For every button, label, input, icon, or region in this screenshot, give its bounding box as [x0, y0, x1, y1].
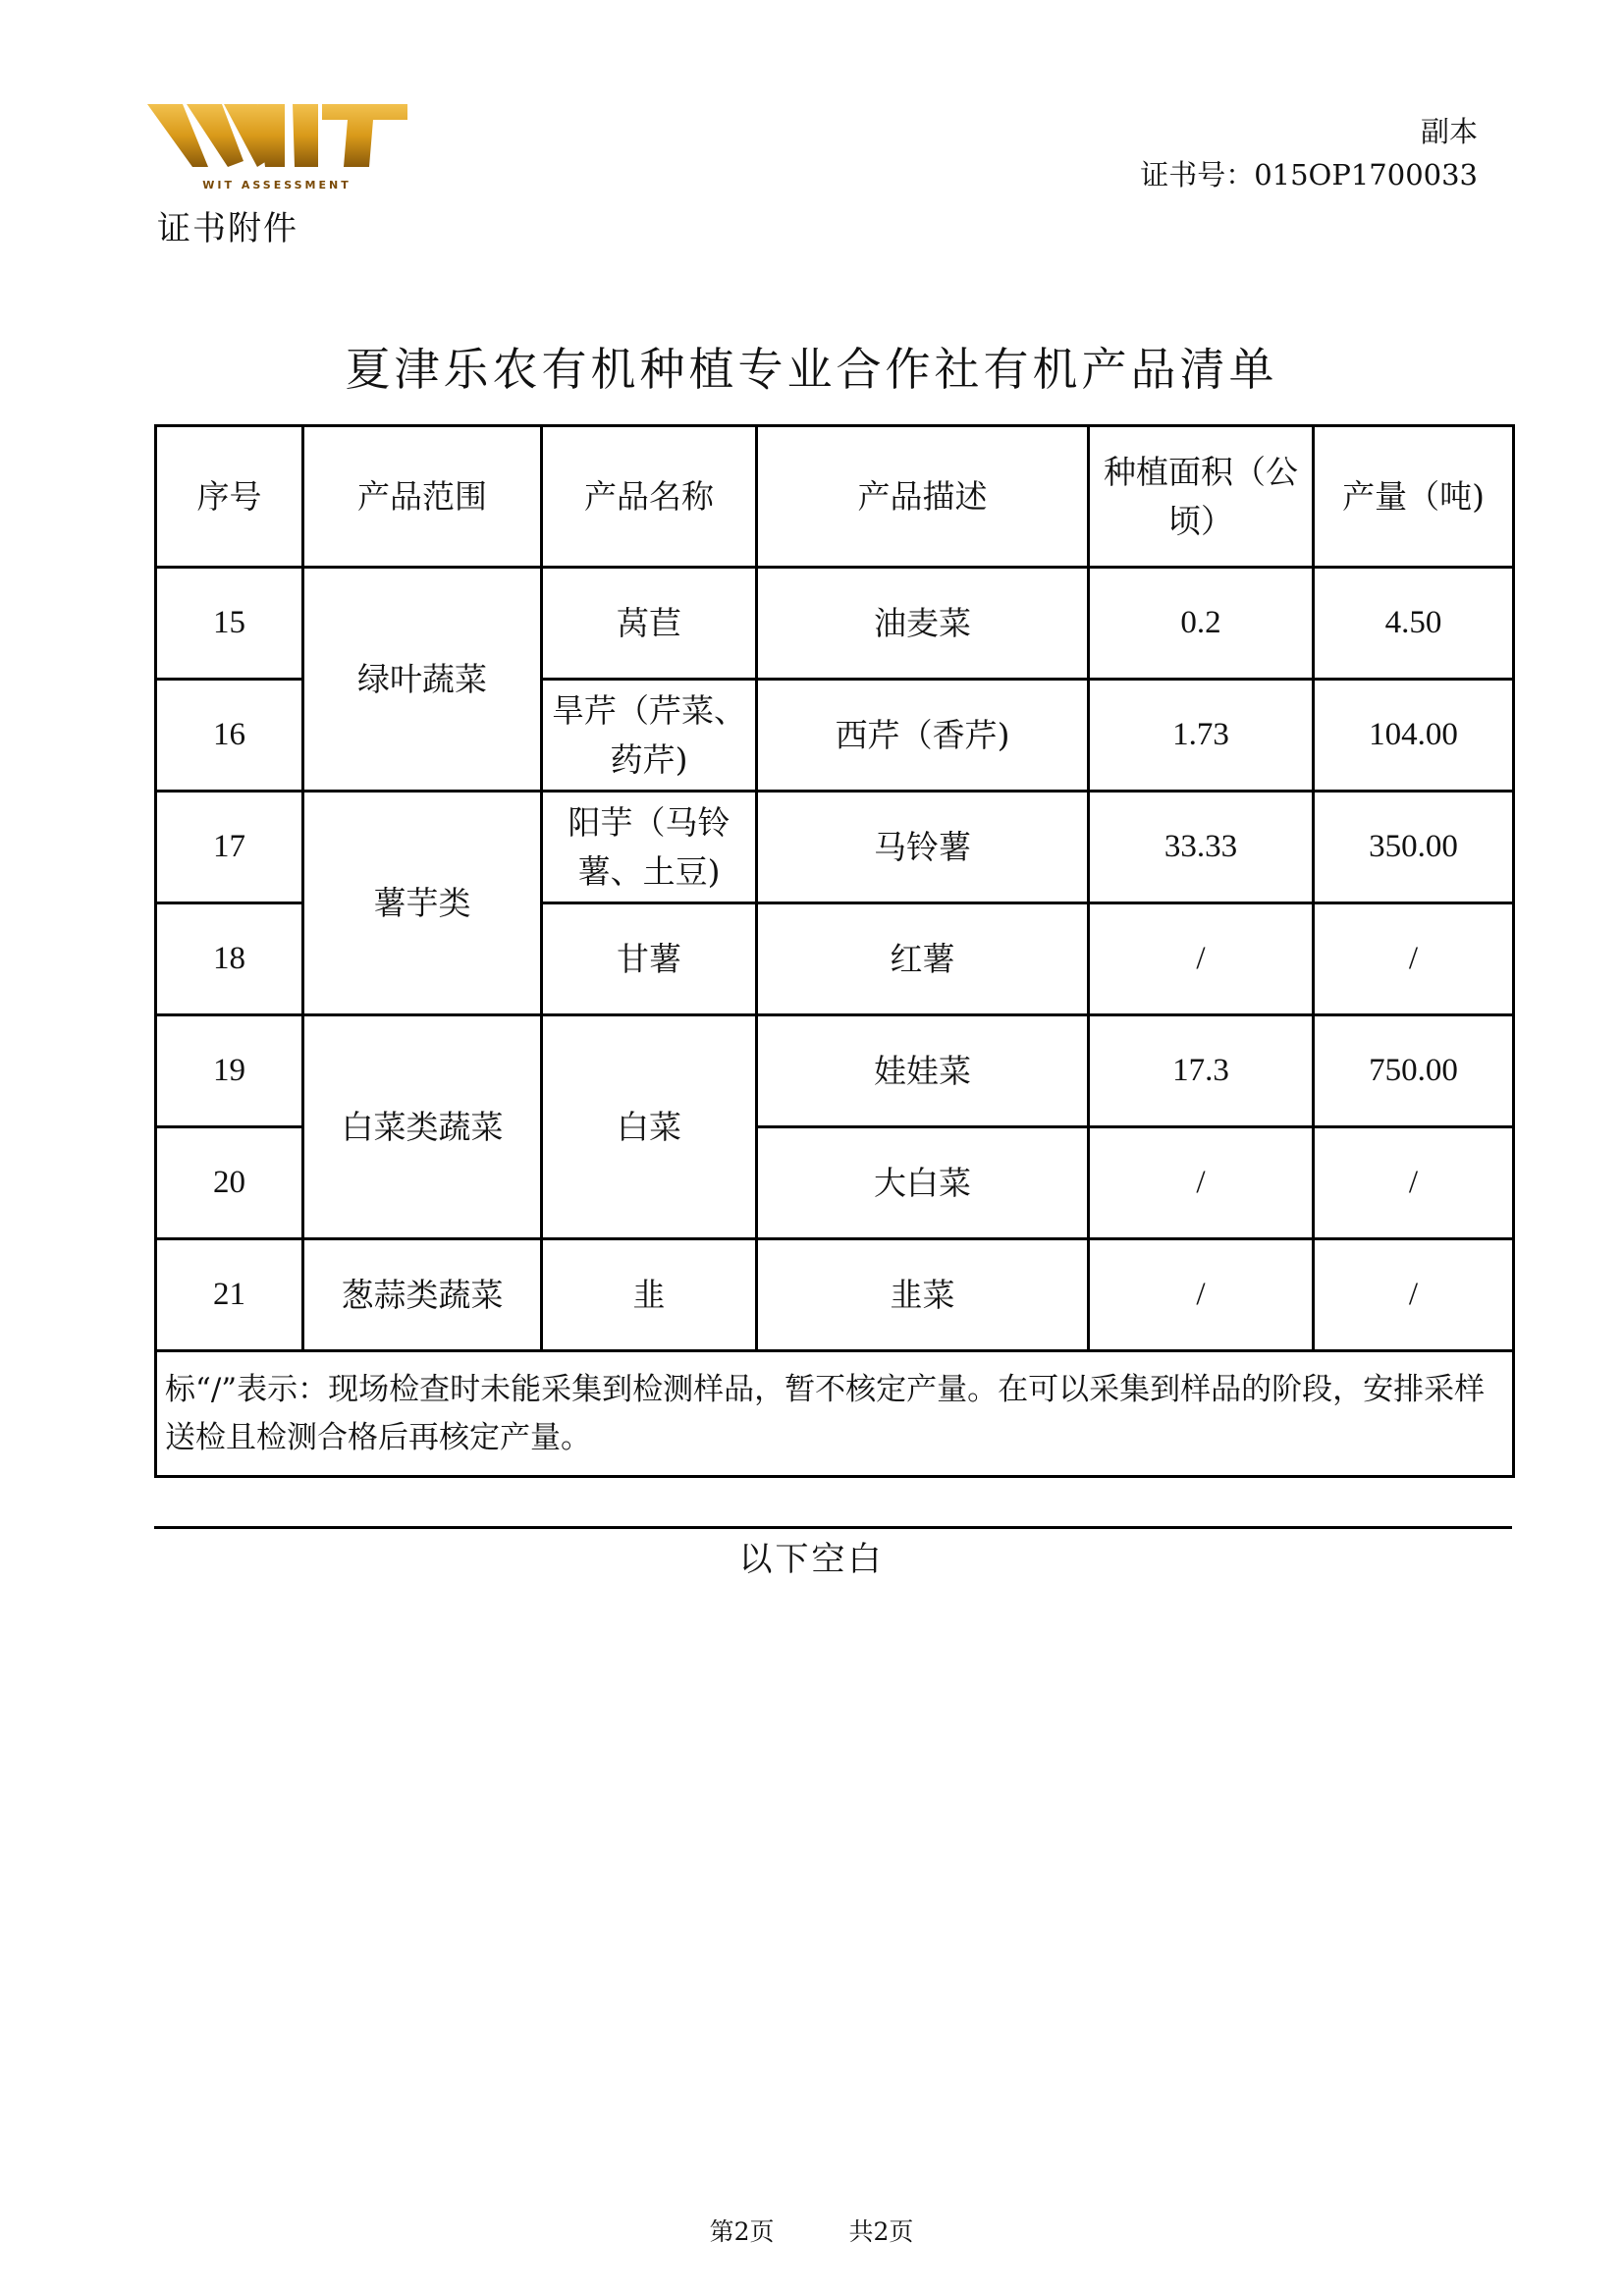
cell-yield: /	[1314, 1239, 1514, 1351]
header-area: 种植面积（公顷）	[1089, 426, 1314, 568]
cell-yield: 104.00	[1314, 680, 1514, 792]
wit-logo	[147, 102, 407, 192]
header-desc: 产品描述	[757, 426, 1089, 568]
cell-area: 0.2	[1089, 568, 1314, 680]
page-total: 共2页	[848, 2217, 914, 2246]
cell-desc: 西芹（香芹)	[757, 680, 1089, 792]
table-row	[156, 792, 1514, 903]
header-yield: 产量（吨)	[1314, 426, 1514, 568]
table-row	[156, 1239, 1514, 1351]
cell-seq: 21	[156, 1239, 303, 1351]
cell-seq: 15	[156, 568, 303, 680]
cell-yield: 350.00	[1314, 792, 1514, 903]
table-header-row	[156, 426, 1514, 568]
cell-seq: 17	[156, 792, 303, 903]
cell-area: 17.3	[1089, 1015, 1314, 1127]
page-title: 夏津乐农有机种植专业合作社有机产品清单	[345, 343, 1278, 396]
logo-text: WIT ASSESSMENT	[202, 179, 352, 191]
copy-label: 副本	[1420, 115, 1478, 148]
cell-desc: 马铃薯	[757, 792, 1089, 903]
table-note: 标“/”表示：现场检查时未能采集到检测样品，暂不核定产量。在可以采集到样品的阶段，安排采样送检且检测合格后再核定产量。	[156, 1351, 1514, 1477]
cell-yield: /	[1314, 1127, 1514, 1239]
cell-yield: 750.00	[1314, 1015, 1514, 1127]
cell-seq: 16	[156, 680, 303, 792]
cell-name: 旱芹（芹菜、药芹)	[542, 680, 757, 792]
header-scope: 产品范围	[303, 426, 542, 568]
product-table	[154, 424, 1515, 1478]
cell-area: /	[1089, 903, 1314, 1015]
cell-name: 韭	[542, 1239, 757, 1351]
cell-seq: 19	[156, 1015, 303, 1127]
cell-area: 33.33	[1089, 792, 1314, 903]
cell-name: 阳芋（马铃薯、土豆)	[542, 792, 757, 903]
cell-desc: 娃娃菜	[757, 1015, 1089, 1127]
table-note-row	[156, 1351, 1514, 1477]
header-name: 产品名称	[542, 426, 757, 568]
cell-name: 莴苣	[542, 568, 757, 680]
attachment-label: 证书附件	[157, 209, 298, 248]
cell-scope: 葱蒜类蔬菜	[303, 1239, 542, 1351]
cell-seq: 20	[156, 1127, 303, 1239]
blank-below-note: 以下空白	[738, 1540, 885, 1579]
cell-name: 甘薯	[542, 903, 757, 1015]
cell-desc: 红薯	[757, 903, 1089, 1015]
cell-scope: 白菜类蔬菜	[303, 1015, 542, 1239]
cell-name: 白菜	[542, 1015, 757, 1239]
cell-desc: 韭菜	[757, 1239, 1089, 1351]
divider	[154, 1526, 1512, 1529]
cell-scope: 绿叶蔬菜	[303, 568, 542, 792]
header-seq: 序号	[156, 426, 303, 568]
cell-desc: 油麦菜	[757, 568, 1089, 680]
table-row	[156, 568, 1514, 680]
table-row	[156, 1015, 1514, 1127]
page-number: 第2页	[709, 2217, 775, 2246]
certificate-number: 证书号：015OP1700033	[1140, 158, 1478, 191]
cell-area: 1.73	[1089, 680, 1314, 792]
cell-area: /	[1089, 1239, 1314, 1351]
cell-scope: 薯芋类	[303, 792, 542, 1015]
cell-desc: 大白菜	[757, 1127, 1089, 1239]
page-footer	[0, 2213, 1623, 2248]
cell-seq: 18	[156, 903, 303, 1015]
cell-area: /	[1089, 1127, 1314, 1239]
cell-yield: 4.50	[1314, 568, 1514, 680]
cell-yield: /	[1314, 903, 1514, 1015]
